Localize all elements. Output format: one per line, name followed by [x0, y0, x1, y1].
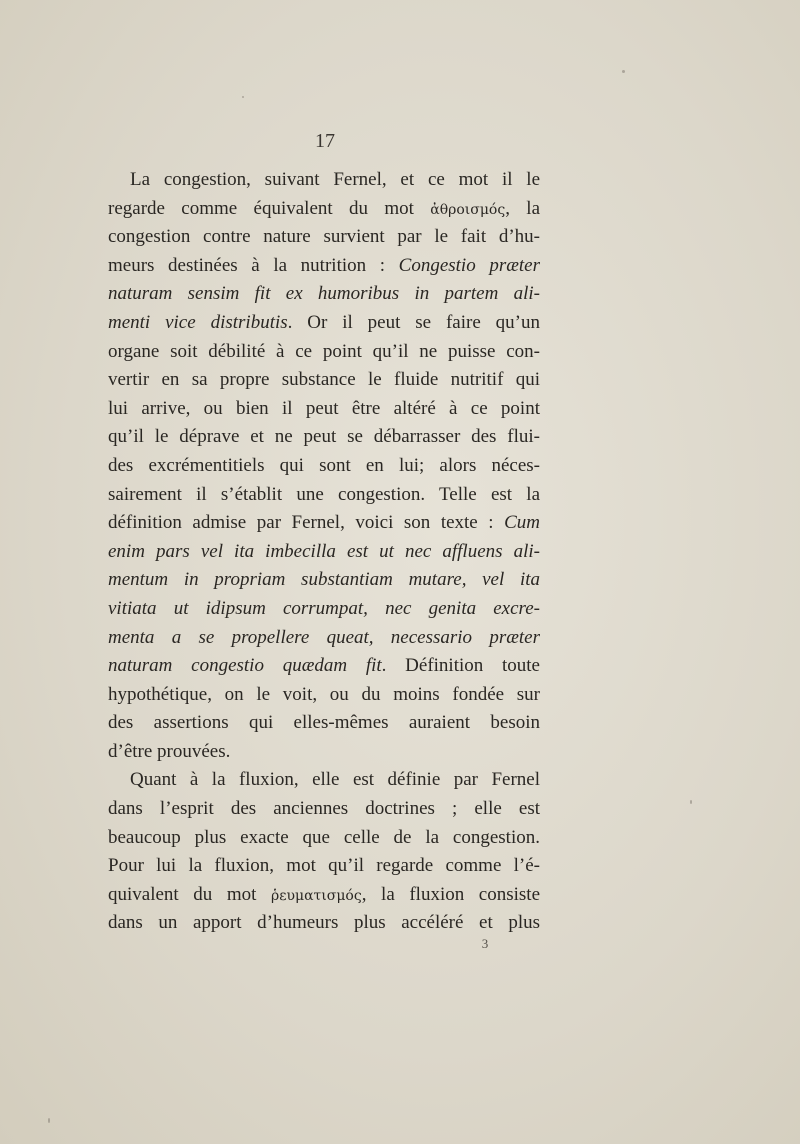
text-run: beaucoup plus exacte que celle de la congestion. [108, 826, 540, 848]
text-line [108, 624, 540, 653]
paper-speck [690, 800, 692, 804]
text-line [108, 538, 540, 567]
text-run: dans un apport d’humeurs plus accéléré et plus [108, 912, 540, 934]
text-line [108, 881, 540, 910]
latin-quote: menta a se propellere queat, necessario præter [108, 626, 540, 648]
paper-speck [48, 1118, 50, 1123]
text-run: . Or il peut se faire qu’un [287, 311, 540, 333]
greek-term: ἀθροισμός [430, 201, 506, 218]
text-run: La congestion, suivant Fernel, et ce mot il le [130, 169, 540, 190]
text-run: définition admise par Fernel, voici son texte : [108, 512, 505, 534]
text-run: hypothétique, on le voit, ou du moins fondée sur [108, 683, 540, 705]
text-run: Pour lui la fluxion, mot qu’il regarde comme l’é- [108, 855, 540, 877]
latin-quote: Cum [504, 512, 540, 534]
text-line [108, 681, 540, 710]
text-line [108, 280, 540, 309]
text-line [108, 766, 540, 795]
text-line [108, 509, 540, 538]
text-line [108, 738, 540, 767]
text-run: , la [505, 197, 540, 219]
text-line [108, 709, 540, 738]
text-run: d’être prouvées. [108, 740, 231, 762]
text-line [108, 223, 540, 252]
latin-quote: vitiata ut idipsum corrumpat, nec genita excre- [108, 597, 540, 619]
greek-term: ῥευματισμός [271, 887, 362, 904]
text-line [108, 338, 540, 367]
signature-mark: 3 [481, 936, 489, 951]
latin-quote: menti vice distributis [108, 311, 288, 333]
text-line [108, 852, 540, 881]
text-line [108, 195, 540, 224]
text-run: des excrémentitiels qui sont en lui; alors néces- [108, 454, 540, 476]
page-number: 17 [315, 130, 335, 152]
text-run: congestion contre nature survient par le fait d’hu- [108, 226, 540, 248]
text-line [108, 452, 540, 481]
text-line [108, 652, 540, 681]
text-run: , la fluxion consiste [361, 883, 540, 905]
text-line [108, 423, 540, 452]
latin-quote: enim pars vel ita imbecilla est ut nec affluens ali- [108, 540, 540, 562]
text-line [108, 795, 540, 824]
text-run: lui arrive, ou bien il peut être altéré à ce point [108, 397, 540, 419]
text-run: vertir en sa propre substance le fluide nutritif qui [108, 369, 540, 391]
text-line [108, 309, 540, 338]
text-run: Quant à la fluxion, elle est définie par Fernel [130, 769, 540, 791]
text-run: meurs destinées à la nutrition : [108, 254, 399, 276]
latin-quote: naturam sensim fit ex humoribus in partem ali- [108, 283, 540, 305]
text-line [108, 481, 540, 510]
text-line [108, 166, 540, 195]
text-run: dans l’esprit des anciennes doctrines ; elle est [108, 798, 540, 820]
text-line [108, 395, 540, 424]
latin-quote: Congestio præter [398, 254, 540, 276]
paper-speck [242, 96, 244, 98]
text-run: quivalent du mot [108, 883, 271, 905]
text-run: sairement il s’établit une congestion. Telle est la [108, 483, 540, 505]
text-run: organe soit débilité à ce point qu’il ne puisse con- [108, 340, 540, 362]
text-run: qu’il le déprave et ne peut se débarrasser des flui- [108, 426, 540, 448]
text-line [108, 566, 540, 595]
text-run: regarde comme équivalent du mot [108, 197, 431, 219]
text-line [108, 909, 540, 938]
latin-quote: naturam congestio quædam fit [108, 655, 382, 677]
body-text [108, 166, 540, 938]
text-line [108, 824, 540, 853]
text-line [108, 595, 540, 624]
text-line [108, 252, 540, 281]
paper-speck [622, 70, 625, 73]
text-line [108, 366, 540, 395]
latin-quote: mentum in propriam substantiam mutare, vel ita [108, 569, 540, 591]
text-run: . Définition toute [381, 655, 540, 677]
text-run: des assertions qui elles-mêmes auraient besoin [108, 712, 540, 734]
